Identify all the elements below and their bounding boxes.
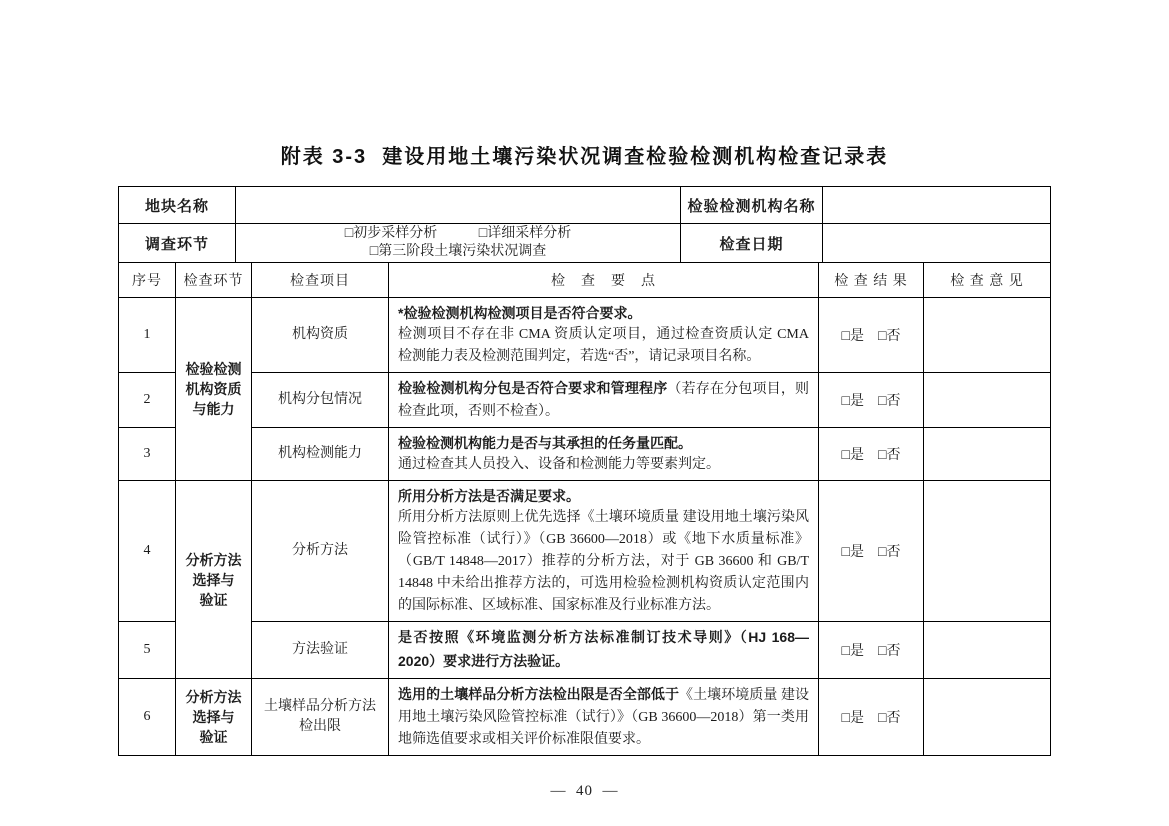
check-item-cell: 土壤样品分析方法 检出限 <box>252 679 389 756</box>
site-name-value-cell[interactable] <box>236 187 681 224</box>
row-number: 6 <box>119 679 176 756</box>
col-header-points: 检 查 要 点 <box>389 263 819 298</box>
stage-group-cell: 检验检测 机构资质 与能力 <box>176 298 252 481</box>
table-row <box>119 428 1051 481</box>
table-row <box>119 481 1051 622</box>
agency-name-value-cell[interactable] <box>823 187 1051 224</box>
opinion-cell[interactable] <box>924 428 1051 481</box>
row-number: 1 <box>119 298 176 373</box>
result-yes-checkbox[interactable]: □是 <box>841 644 864 659</box>
points-detail-text: 通过检查其人员投入、设备和检测能力等要素判定。 <box>398 457 720 472</box>
page-title: 附表 3-3 建设用地土壤污染状况调查检验检测机构检查记录表 <box>280 146 889 168</box>
info-table <box>118 186 1051 263</box>
points-detail-text: 所用分析方法原则上优先选择《土壤环境质量 建设用地土壤污染风险管控标准（试行）》（GB 36600—2018）或《地下水质量标准》（GB/T 14848—2017）推荐的分析方法，对于 GB 36600 和 GB/T 14848 中未给出推荐方法的，可选用检验检测机构资质认定范围内的国际标准、区域标准、国家标准及行业标准方法。 <box>398 510 809 613</box>
result-no-checkbox[interactable]: □否 <box>878 644 901 659</box>
table-row <box>119 373 1051 428</box>
check-item-cell: 机构检测能力 <box>252 428 389 481</box>
opinion-cell[interactable] <box>924 373 1051 428</box>
points-lead-text: 所用分析方法是否满足要求。 <box>398 488 580 504</box>
points-lead-text: *检验检测机构检测项目是否符合要求。 <box>398 305 642 321</box>
check-points-cell <box>389 428 819 481</box>
table-row <box>119 679 1051 756</box>
result-yes-checkbox[interactable]: □是 <box>841 711 864 726</box>
opinion-cell[interactable] <box>924 298 1051 373</box>
points-lead-text: 检验检测机构分包是否符合要求和管理程序 <box>398 380 668 396</box>
row-number: 3 <box>119 428 176 481</box>
result-yes-checkbox[interactable]: □是 <box>841 545 864 560</box>
table-row <box>119 622 1051 679</box>
check-result-cell <box>819 679 924 756</box>
opinion-cell[interactable] <box>924 622 1051 679</box>
check-item-cell: 机构资质 <box>252 298 389 373</box>
stage-group-cell: 分析方法 选择与 验证 <box>176 679 252 756</box>
survey-stage-label: 调查环节 <box>119 224 236 263</box>
result-yes-checkbox[interactable]: □是 <box>841 329 864 344</box>
col-header-opinion: 检 查 意 见 <box>924 263 1051 298</box>
info-row-stage <box>119 224 1051 263</box>
check-item-cell: 分析方法 <box>252 481 389 622</box>
points-lead-text: 选用的土壤样品分析方法检出限是否全部低于 <box>398 686 680 702</box>
header-row <box>119 263 1051 298</box>
page-number: — 40 — <box>550 783 619 799</box>
opinion-cell[interactable] <box>924 679 1051 756</box>
check-date-label: 检查日期 <box>681 224 823 263</box>
result-no-checkbox[interactable]: □否 <box>878 394 901 409</box>
opinion-cell[interactable] <box>924 481 1051 622</box>
row-number: 5 <box>119 622 176 679</box>
check-points-cell <box>389 622 819 679</box>
stage-group-cell: 分析方法 选择与 验证 <box>176 481 252 679</box>
survey-options-line-2 <box>240 243 676 261</box>
checkbox-detailed-sampling[interactable]: □详细采样分析 <box>478 226 572 241</box>
check-result-cell <box>819 622 924 679</box>
site-name-label: 地块名称 <box>119 187 236 224</box>
check-result-cell <box>819 373 924 428</box>
inspection-table <box>118 262 1051 756</box>
row-number: 4 <box>119 481 176 622</box>
checkbox-third-stage-survey[interactable]: □第三阶段土壤污染状况调查 <box>369 244 547 259</box>
result-yes-checkbox[interactable]: □是 <box>841 448 864 463</box>
result-no-checkbox[interactable]: □否 <box>878 545 901 560</box>
points-detail-text: 检测项目不存在非 CMA 资质认定项目，通过检查资质认定 CMA 检测能力表及检测范围判定，若选“否”，请记录项目名称。 <box>398 327 809 364</box>
result-no-checkbox[interactable]: □否 <box>878 448 901 463</box>
agency-name-label: 检验检测机构名称 <box>681 187 823 224</box>
check-item-cell: 机构分包情况 <box>252 373 389 428</box>
col-header-stage: 检查环节 <box>176 263 252 298</box>
table-row <box>119 298 1051 373</box>
check-points-cell <box>389 481 819 622</box>
row-number: 2 <box>119 373 176 428</box>
check-item-cell: 方法验证 <box>252 622 389 679</box>
check-points-cell <box>389 679 819 756</box>
info-row-site <box>119 187 1051 224</box>
points-lead-text: 检验检测机构能力是否与其承担的任务量匹配。 <box>398 435 692 451</box>
check-result-cell <box>819 298 924 373</box>
result-no-checkbox[interactable]: □否 <box>878 711 901 726</box>
result-yes-checkbox[interactable]: □是 <box>841 394 864 409</box>
points-lead-text: 是否按照《环境监测分析方法标准制订技术导则》（HJ 168—2020）要求进行方法验证。 <box>398 629 809 669</box>
points-detail-text: 《土壤环境质量 建设用地土壤污染风险管控标准（试行）》（GB 36600—2018）第一类用地筛选值要求或相关评价标准限值要求。 <box>398 688 810 747</box>
check-points-cell <box>389 373 819 428</box>
survey-stage-options-cell <box>236 224 681 263</box>
survey-options-line-1 <box>240 225 676 243</box>
check-result-cell <box>819 481 924 622</box>
check-result-cell <box>819 428 924 481</box>
checkbox-preliminary-sampling[interactable]: □初步采样分析 <box>344 226 438 241</box>
check-points-cell <box>389 298 819 373</box>
col-header-item: 检查项目 <box>252 263 389 298</box>
points-detail-text: （若存在分包项目，则检查此项，否则不检查）。 <box>398 382 810 419</box>
col-header-result: 检 查 结 果 <box>819 263 924 298</box>
col-header-no: 序号 <box>119 263 176 298</box>
result-no-checkbox[interactable]: □否 <box>878 329 901 344</box>
check-date-value-cell[interactable] <box>823 224 1051 263</box>
